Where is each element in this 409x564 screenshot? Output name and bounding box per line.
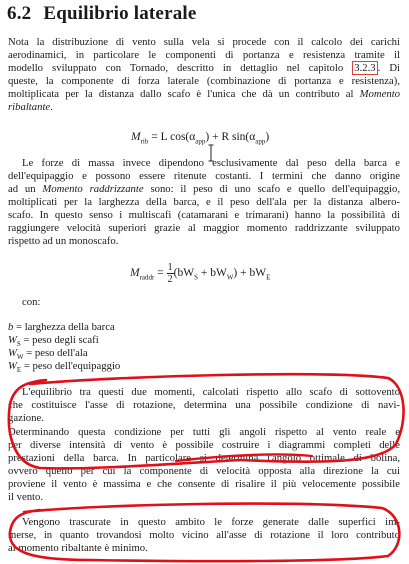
definition-item: $W_W$ = peso dell'ala bbox=[8, 347, 88, 362]
text-line: scafo. In questo senso i multiscafi (catamarani e trimarani) hanno la possibilità di bbox=[8, 209, 400, 221]
marker-ellipse-lower bbox=[10, 504, 399, 562]
text-line: merse, in quanto trovandosi molto vicino all'asse di rotazione il loro contributo bbox=[8, 529, 400, 541]
text-line: gazione. bbox=[8, 412, 44, 424]
section-number: 6.2 bbox=[7, 3, 32, 24]
text-line: L'equilibrio tra questi due momenti, calcolati rispetto allo scafo di sottovento bbox=[22, 386, 400, 398]
con-label: con: bbox=[22, 296, 41, 308]
text-line: proviene il vento è massima e che consente di risalire il più velocemente possibile bbox=[8, 478, 400, 490]
text-line: Vengono trascurate in questo ambito le forze generate dalle superfici im- bbox=[22, 516, 400, 528]
text-line: Nota la distribuzione di vento sulla vela si procede con il calcolo dei carichi bbox=[8, 36, 400, 48]
text-line: moltiplicata per la distanza dallo scafo è l'unica che dà un contributo al Momento bbox=[8, 88, 401, 100]
text-line: Determinando questa condizione per tutti gli angoli rispetto al vento reale e bbox=[8, 426, 400, 438]
text-line: raggiungere velocità superiori grazie al maggior momento raddrizzante sviluppato bbox=[8, 222, 400, 234]
text-line: modello sviluppato con Tornado, descritto in dettaglio nel capitolo 3.2.3 . Di bbox=[8, 62, 401, 74]
text-line: ad un Momento raddrizzante sono: il peso di uno scafo e quello dell'equipaggio, bbox=[8, 183, 401, 195]
text-line: al momento ribaltante è minimo. bbox=[8, 542, 148, 554]
text-line: Le forze di massa invece dipendono esclusivamente dal peso della barca e bbox=[22, 157, 400, 169]
equation-righting-moment: $M_{raddr}$ = $\frac{1}{2}$ $(bW_S + bW_W) + bW_E$ bbox=[130, 262, 271, 285]
definition-item: $W_S$ = peso degli scafi bbox=[8, 334, 99, 349]
text-line: rispetto ad un monoscafo. bbox=[8, 235, 119, 247]
text-line: moltiplicati per la larghezza della barca, e il peso dell'ala per la distanza albero- bbox=[8, 196, 400, 208]
text-line: queste, la componente di forza laterale (combinazione di portanza e resistenza), bbox=[8, 75, 400, 87]
text-line: prestazioni della barca. In particolare si determina l'angolo ottimale di bolina, bbox=[8, 452, 400, 464]
definition-item: $W_E$ = peso dell'equipaggio bbox=[8, 360, 121, 375]
text-line: aerodinamici, in particolare le componenti di portanza e resistenza tramite il bbox=[8, 49, 400, 61]
text-line: che costituisce l'asse di rotazione, determina una possibile condizione di navi- bbox=[8, 399, 400, 411]
definition-item: b = larghezza della barca bbox=[8, 321, 115, 333]
marker-ellipse-upper bbox=[9, 374, 404, 468]
text-line: ribaltante. bbox=[8, 101, 53, 113]
text-line: ovvero quello per cui la componente di velocità opposta alla direzione la cui bbox=[8, 465, 400, 477]
text-line: dell'equipaggio e possono essere ritenute costanti. I termini che danno origine bbox=[8, 170, 400, 182]
text-line: per diverse intensità di vento è possibile costruire i diagrammi completi delle bbox=[8, 439, 400, 451]
chapter-reference-link[interactable]: 3.2.3 bbox=[354, 62, 376, 74]
equation-heeling-moment: $M_{rib} = L$ $\cos(\alpha_{app}) + R$ $\sin(\alpha_{app})$ bbox=[131, 131, 270, 146]
section-title: Equilibrio laterale bbox=[43, 3, 197, 24]
text-line: il vento. bbox=[8, 491, 44, 503]
